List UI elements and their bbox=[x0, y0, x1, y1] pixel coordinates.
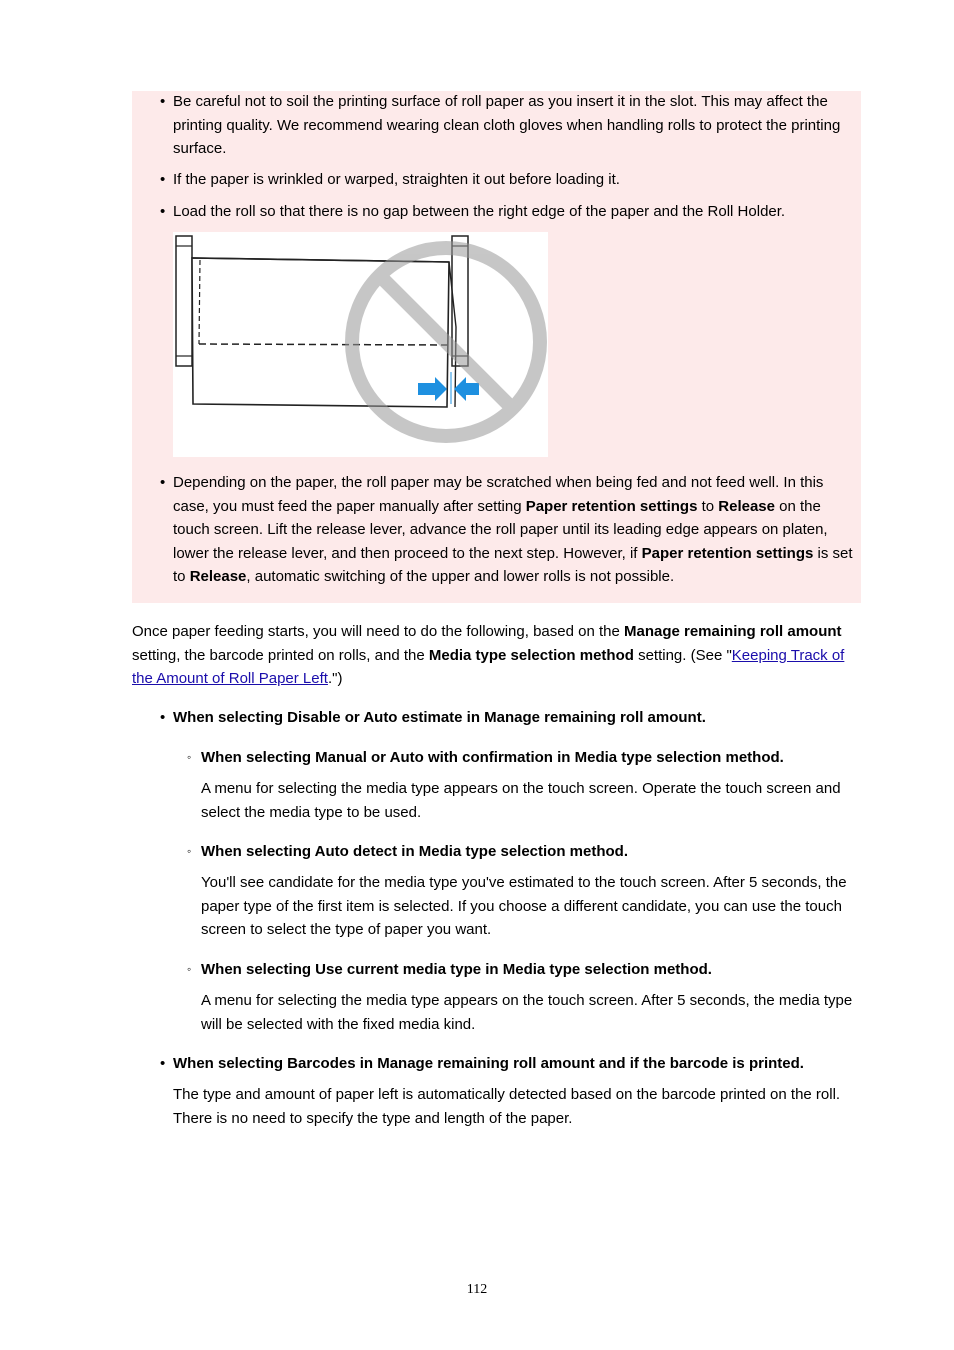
sub-body-3: A menu for selecting the media type appears on the touch screen. After 5 seconds, the media type will be selected with the fixed media kind. bbox=[201, 992, 853, 1033]
note-bullet-text: Load the roll so that there is no gap between the right edge of the paper and the Roll Holder. bbox=[173, 203, 786, 220]
section1-heading-text: When selecting Disable or Auto estimate in Manage remaining roll amount. bbox=[173, 709, 706, 726]
sub-heading-text: When selecting Manual or Auto with confirmation in Media type selection method. bbox=[201, 749, 784, 766]
dashed-core-line bbox=[199, 344, 448, 345]
bullet: • bbox=[160, 93, 166, 110]
note-bullet-text: If the paper is wrinkled or warped, straighten it out before loading it. bbox=[173, 171, 620, 188]
intro-paragraph: Once paper feeding starts, you will need to do the following, based on the Manage remaining roll amount setting, the barcode printed on rolls, and the Media type selection method setting. (See "Keeping Track of the Amount of Roll Paper Left.") bbox=[132, 623, 845, 687]
bullet: • bbox=[160, 1055, 166, 1072]
note-bullet-text: Be careful not to soil the printing surface of roll paper as you insert it in the slot. This may affect the printing quality. We recommend wearing clean cloth gloves when handling rolls to protect the printing surface. bbox=[173, 93, 841, 157]
roll-gap-illustration bbox=[173, 232, 548, 457]
sub-heading-text: When selecting Use current media type in Media type selection method. bbox=[201, 961, 712, 978]
bullet: • bbox=[160, 474, 166, 491]
sub-bullet: ◦ bbox=[187, 750, 192, 764]
section2-body: The type and amount of paper left is automatically detected based on the barcode printed on the roll. There is no need to specify the type and length of the paper. bbox=[173, 1086, 841, 1127]
bullet: • bbox=[160, 203, 166, 220]
page-number: 112 bbox=[466, 1282, 488, 1297]
bullet: • bbox=[160, 171, 166, 188]
note-bullet-text: Depending on the paper, the roll paper may be scratched when being fed and not feed well. In this case, you must feed the paper manually after setting Paper retention settings to Release on the touch screen. Lift the release lever, advance the roll paper until its leading edge appears on platen, lower the release lever, and then proceed to the next step. However, if Paper retention settings is set to Release, automatic switching of the upper and lower rolls is not possible. bbox=[173, 474, 853, 585]
roll-paper-left-link[interactable]: Keeping Track of the Amount of Roll Paper Left bbox=[132, 646, 845, 687]
roll-paper bbox=[192, 258, 449, 407]
bullet: • bbox=[160, 709, 166, 726]
sub-bullet: ◦ bbox=[187, 962, 192, 976]
sub-bullet: ◦ bbox=[187, 844, 192, 858]
sub-heading-text: When selecting Auto detect in Media type selection method. bbox=[201, 843, 629, 860]
sub-body-1: A menu for selecting the media type appears on the touch screen. Operate the touch screen and select the media type to be used. bbox=[201, 780, 841, 821]
section2-heading-text: When selecting Barcodes in Manage remaining roll amount and if the barcode is printed. bbox=[173, 1055, 804, 1072]
sub-body-2: You'll see candidate for the media type you've estimated to the touch screen. After 5 seconds, the paper type of the first item is selected. If you choose a different candidate, you can use the touch screen to select the type of paper you want. bbox=[201, 874, 847, 938]
left-holder bbox=[176, 236, 192, 366]
roll-gap-figure bbox=[173, 232, 548, 457]
